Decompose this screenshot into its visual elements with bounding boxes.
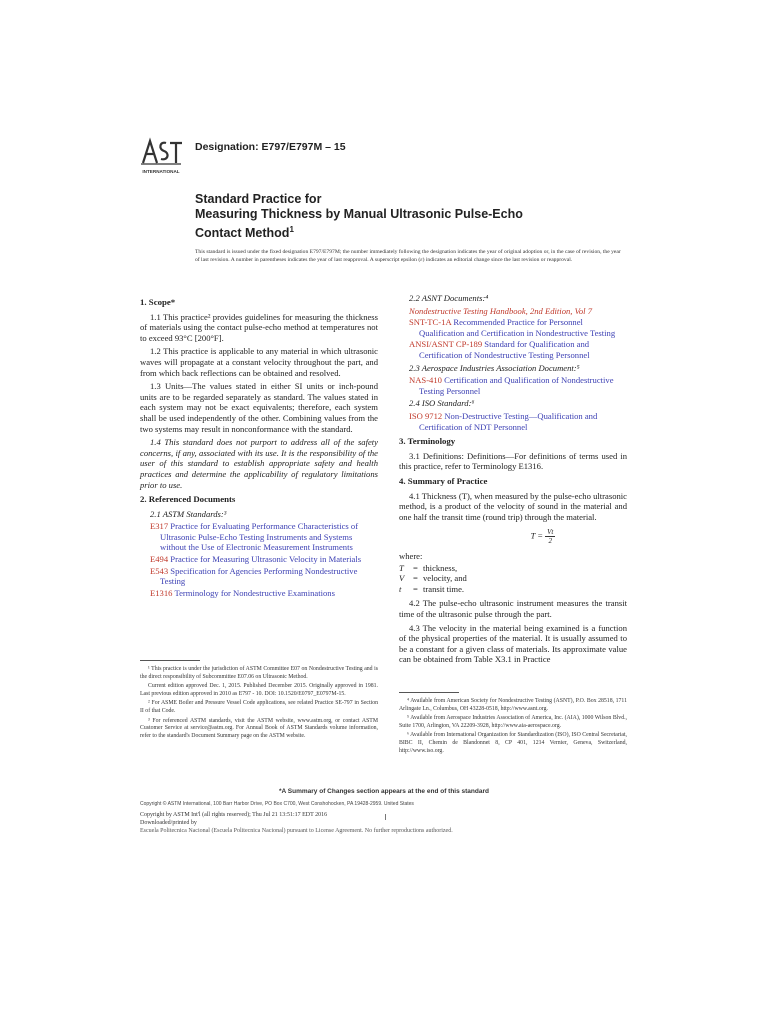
doc-title[interactable]: Practice for Measuring Ultrasonic Velocity in Materials (170, 554, 362, 565)
doc-title[interactable]: Terminology for Nondestructive Examinations (174, 587, 335, 598)
doc-item-e543[interactable] (150, 566, 378, 587)
equals-sign: = (413, 583, 418, 594)
doc-code[interactable]: SNT-TC-1A (409, 317, 452, 328)
summary-heading: 4. Summary of Practice (399, 475, 488, 486)
paragraph-4-2: 4.2 The pulse-echo ultrasonic instrument measures the transit time of the ultrasonic pulse through the part. (399, 598, 627, 619)
footnote-3: ³ For referenced ASTM standards, visit the ASTM website, www.astm.org, or contact ASTM Customer Service at service@astm.org. For Annual Book of ASTM Standards volume information, refer to the standard's Document Summary page on the ASTM website. (140, 717, 378, 739)
footnotes-right (399, 692, 627, 757)
download-line-2: Downloaded/printed by (140, 820, 197, 826)
footnote-rule (140, 660, 200, 661)
doc-item-cp-189[interactable] (409, 339, 627, 360)
doc-code[interactable]: ISO 9712 (409, 410, 443, 421)
doc-title[interactable]: Specification for Agencies Performing Nondestructive Testing (160, 565, 358, 587)
equals-sign: = (413, 562, 418, 573)
footnote-1: ¹ This practice is under the jurisdiction of ASTM Committee E07 on Nondestructive Testing and is the direct responsibility of Subcommittee E07.06 on Ultrasonic Method. (140, 666, 378, 680)
doc-title[interactable]: Recommended Practice for Personnel Qualification and Certification in Nondestructive Testing (419, 317, 616, 338)
referenced-documents-heading: 2. Referenced Documents (140, 494, 236, 505)
doc-code[interactable]: ANSI/ASNT CP-189 (409, 339, 483, 350)
where-label: where: (399, 551, 423, 562)
doc-code[interactable]: E494 (150, 554, 169, 565)
footnote-5: ⁵ Available from Aerospace Industries Association of America, Inc. (AIA), 1000 Wilson Blvd., Suite 1700, Arlington, VA 22209-3928, http://www.aia-aerospace.org. (399, 715, 627, 729)
download-line-3: Escuela Politecnica Nacional (Escuela Politecnica Nacional) pursuant to License Agreement. No further reproductions authorized. (140, 828, 453, 834)
equals-sign: = (413, 573, 418, 584)
download-line-1: Copyright by ASTM Int'l (all rights reserved); Thu Jul 21 13:51:17 EDT 2016 (140, 812, 328, 818)
terminology-heading: 3. Terminology (399, 436, 456, 447)
doc-item-e1316[interactable] (150, 588, 378, 599)
doc-code[interactable]: E543 (150, 565, 169, 576)
doc-title[interactable]: Non-Destructive Testing—Qualification and Certification of NDT Personnel (419, 410, 598, 432)
formula-lhs: T = (530, 530, 544, 541)
formula-denominator: 2 (548, 537, 553, 546)
title-line-2: Measuring Thickness by Manual Ultrasonic Pulse-Echo (195, 207, 523, 221)
footnotes-left (140, 660, 378, 742)
paragraph-1-4: 1.4 This standard does not purport to address all of the safety concerns, if any, associated with its use. It is the responsibility of the user of this standard to establish appropriate safety and health practices and determine the applicability of regulatory limitations prior to use. (140, 437, 378, 490)
right-column (399, 293, 627, 668)
scope-heading: 1. Scope* (140, 297, 176, 307)
doc-title[interactable]: Certification and Qualification of Nondestructive Testing Personnel (419, 375, 614, 396)
issuance-notice: This standard is issued under the fixed designation E797/E797M; the number immediately following the designation indicates the year of original adoption or, in the case of revision, the year of last revision. A number in parentheses indicates the year of last reapproval. A superscript epsilon (ε) indicates an editorial change since the last revision or reapproval. (195, 249, 621, 263)
paragraph-4-1: 4.1 Thickness (T), when measured by the pulse-echo ultrasonic method, is a product of the velocity of sound in the material and one half the transit time (round trip) through the material. (399, 490, 627, 522)
footnote-4: ⁴ Available from American Society for Nondestructive Testing (ASNT), P.O. Box 28518, 1711 Arlingate Ln., Columbus, OH 43228-0518, http://www.asnt.org. (399, 698, 627, 712)
paragraph-4-3: 4.3 The velocity in the material being examined is a function of the physical properties of the material. It is usually assumed to be a constant for a given class of materials. Its approximate value can be obtained from Table X3.1 in Practice (399, 622, 627, 665)
doc-code[interactable]: NAS-410 (409, 375, 442, 386)
doc-item-e494[interactable] (150, 554, 378, 565)
variable-symbol: T (399, 562, 404, 573)
title-line-1: Standard Practice for (195, 192, 322, 206)
doc-title[interactable]: Nondestructive Testing Handbook, 2nd Edition, Vol 7 (409, 305, 593, 316)
title-line-3 (195, 222, 615, 241)
document-title (195, 192, 615, 241)
footnote-rule (399, 692, 459, 693)
iso-standard-label: 2.4 ISO Standard:⁶ (409, 398, 475, 409)
doc-item-nas-410[interactable] (409, 375, 627, 396)
title-line-3-text: Contact Method (195, 226, 290, 241)
iso-doc-list (399, 411, 627, 432)
astm-logo (138, 135, 184, 177)
where-list (399, 563, 627, 595)
doc-title[interactable]: Practice for Evaluating Performance Characteristics of Ultrasonic Pulse-Echo Testing Instruments and Systems without the Use of Electronic Measurement Instruments (160, 521, 359, 553)
where-row (399, 573, 627, 584)
asnt-documents-label: 2.2 ASNT Documents:⁴ (409, 293, 489, 303)
paragraph-3-1: 3.1 Definitions: Definitions—For definitions of terms used in this practice, refer to Terminology E1316. (399, 450, 627, 472)
variable-definition: velocity, and (423, 573, 467, 584)
paragraph-1-2: 1.2 This practice is applicable to any material in which ultrasonic waves will propagate at a constant velocity throughout the part, and from which back reflections can be obtained and resolved. (140, 346, 378, 378)
variable-symbol: V (399, 573, 405, 584)
paragraph-1-3: 1.3 Units—The values stated in either SI units or inch-pound units are to be regarded separately as standard. The values stated in each system may not be exact equivalents; therefore, each system shall be used independently of the other. Combining values from the two systems may result in nonconformance with the standard. (140, 381, 378, 434)
asnt-doc-list (399, 306, 627, 361)
title-superscript: 1 (289, 225, 294, 234)
where-row (399, 563, 627, 574)
download-stamp (140, 811, 453, 835)
where-row (399, 584, 627, 595)
variable-definition: thickness, (423, 562, 458, 573)
text-cursor (385, 814, 386, 820)
footnote-2: ² For ASME Boiler and Pressure Vessel Code applications, see related Practice SE-797 in Section II of that Code. (140, 700, 378, 714)
doc-code[interactable]: E1316 (150, 587, 173, 598)
aia-document-label: 2.3 Aerospace Industries Association Document:⁵ (409, 362, 580, 373)
paragraph-1-1: 1.1 This practice² provides guidelines for measuring the thickness of materials using the contact pulse-echo method at temperatures not to exceed 93°C [200°F]. (140, 311, 378, 343)
thickness-formula (459, 528, 627, 545)
designation: Designation: E797/E797M – 15 (195, 141, 346, 153)
footnote-6: ⁶ Available from International Organization for Standardization (ISO), ISO Central Secretariat, BIBC II, Chemin de Blandonnet 8, CP 401, 1214 Vernier, Geneva, Switzerland, http://www.iso.org. (399, 732, 627, 754)
doc-item-e317[interactable] (150, 521, 378, 553)
doc-title[interactable]: Standard for Qualification and Certification of Nondestructive Testing Personnel (419, 339, 590, 360)
footnote-1-edition: Current edition approved Dec. 1, 2015. Published December 2015. Originally approved in 1981. Last previous edition approved in 2010 as E797 - 10. DOI: 10.1520/E0797_E0797M-15. (140, 683, 378, 697)
formula-fraction (545, 528, 555, 545)
doc-item-snt-tc-1a[interactable] (409, 317, 627, 338)
doc-item-ndt-handbook[interactable] (409, 306, 627, 317)
aia-doc-list (399, 375, 627, 396)
summary-of-changes-note: *A Summary of Changes section appears at the end of this standard (279, 788, 489, 795)
astm-doc-list (140, 521, 378, 598)
doc-item-iso-9712[interactable] (409, 411, 627, 432)
doc-code[interactable]: E317 (150, 521, 169, 532)
variable-symbol: t (399, 583, 402, 594)
logo-text: INTERNATIONAL (142, 169, 180, 174)
variable-definition: transit time. (423, 583, 465, 594)
astm-standards-label: 2.1 ASTM Standards:³ (150, 508, 227, 519)
copyright-line: Copyright © ASTM International, 100 Barr Harbor Drive, PO Box C700, West Conshohocken, PA 19428-2959. United States (140, 801, 414, 807)
left-column (140, 293, 378, 600)
formula-numerator: Vt (547, 528, 554, 537)
